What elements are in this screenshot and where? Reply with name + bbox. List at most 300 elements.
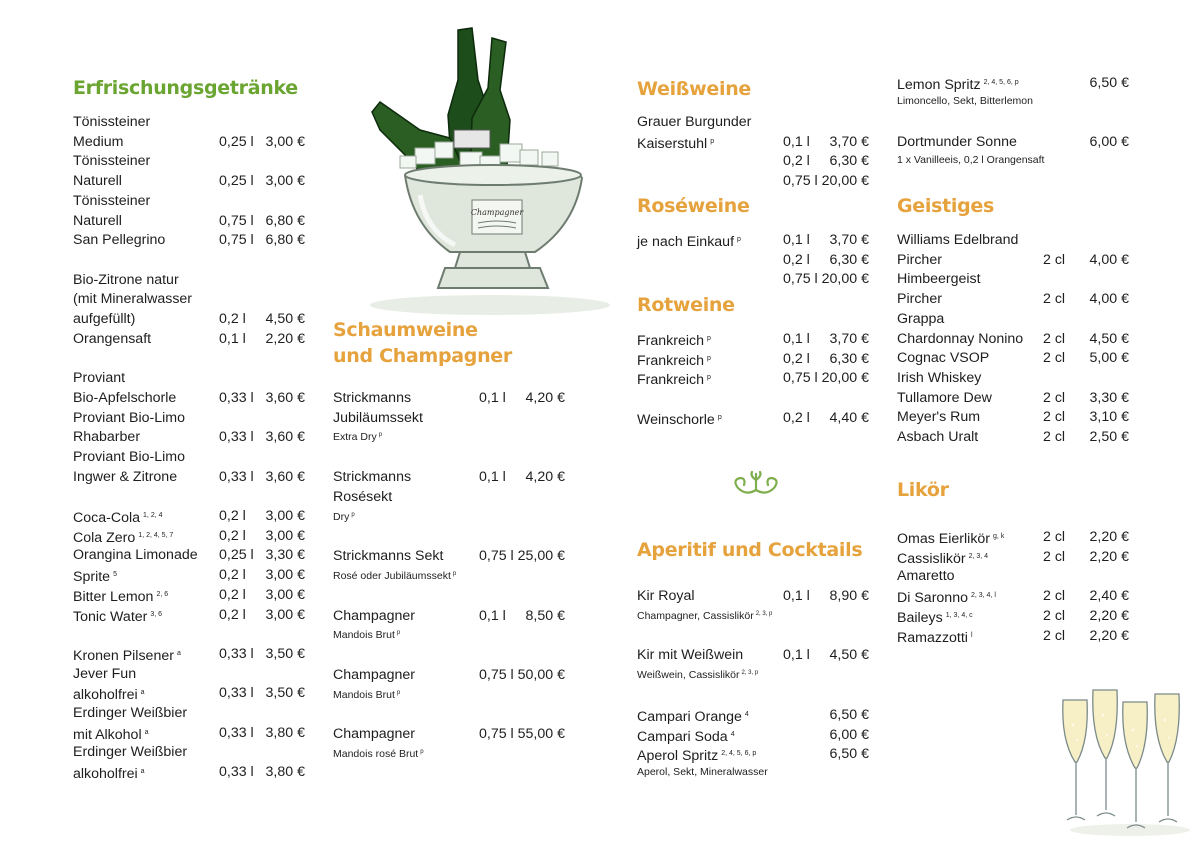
item-price: 3,00 € (265, 173, 305, 190)
item-price: 2,50 € (1089, 429, 1129, 445)
item-name-text: Orangina Limonade (73, 547, 198, 564)
item-name-text: Asbach Uralt (897, 429, 979, 445)
item-name-text: Tonic Water (73, 608, 148, 625)
menu-item-row (73, 506, 305, 526)
item-name-text: Erdinger Weißbier (73, 744, 188, 761)
item-price: 3,00 € (265, 586, 305, 603)
item-volume: 0,75 l (479, 726, 514, 743)
item-volume: 0,2 l (219, 606, 246, 623)
item-name-text: Chardonnay Nonino (897, 330, 1024, 347)
item-volume: 2 cl (1043, 409, 1066, 426)
item-price: 2,20 € (1089, 548, 1129, 565)
item-volume: 0,75 l (783, 173, 818, 190)
item-name-text: Kir Royal (637, 588, 695, 604)
item-name (73, 191, 150, 211)
item-name (897, 586, 996, 608)
menu-item-row (897, 566, 1129, 586)
item-name (637, 586, 695, 606)
menu-item-row (897, 329, 1129, 349)
menu-item-row (897, 289, 1129, 309)
item-name (73, 644, 181, 666)
item-name-text: Omas Eierlikör (897, 531, 991, 547)
menu-item-row (333, 606, 565, 626)
item-price: 20,00 € (821, 173, 869, 190)
item-name (897, 388, 992, 408)
item-volume: 2 cl (1043, 389, 1066, 406)
item-name (637, 368, 711, 390)
menu-item-row (73, 644, 305, 664)
description-text: Dry (333, 510, 350, 523)
item-price: 3,80 € (265, 724, 305, 741)
item-name (897, 73, 1019, 95)
item-name-text: Proviant Bio-Limo (73, 448, 185, 465)
item-name (73, 388, 176, 408)
item-description (333, 428, 382, 444)
footnote-marker: 2, 3, 4, l (970, 592, 996, 600)
item-name-text: Kronen Pilsener (73, 647, 174, 664)
item-name (897, 329, 1023, 349)
item-name-text: Cognac VSOP (897, 350, 990, 367)
item-price: 3,70 € (829, 331, 869, 347)
description-text: Limoncello, Sekt, Bitterlemon (897, 94, 1033, 107)
item-price: 6,80 € (265, 232, 305, 249)
item-name (897, 230, 1018, 250)
item-name-text: Strickmanns Sekt (333, 548, 444, 565)
item-name-text: (mit Mineralwasser (73, 291, 193, 308)
heading-roseweine: Roséweine (637, 195, 750, 217)
footnote-marker: p (717, 413, 722, 421)
item-name (73, 132, 123, 152)
item-volume: 0,25 l (219, 133, 254, 150)
item-volume: 0,75 l (219, 232, 254, 249)
menu-item-row (333, 467, 565, 487)
item-name-text: mit Alkohol (73, 726, 142, 743)
menu-item-row (73, 309, 305, 329)
menu-item-row (637, 725, 869, 745)
champagne-glasses-illustration (1055, 680, 1195, 840)
champagne-bucket-illustration (360, 20, 620, 320)
item-name-text: Ramazzotti (897, 629, 968, 646)
item-name-text: Rosésekt (333, 488, 393, 505)
item-name (73, 545, 198, 565)
item-name (637, 725, 735, 747)
footnote-marker: p (378, 432, 383, 439)
menu-item-row (637, 171, 869, 191)
heading-und-champagner: und Champagner (333, 345, 512, 367)
item-name (73, 565, 117, 587)
menu-item-row (333, 665, 565, 685)
heading-geistiges: Geistiges (897, 195, 994, 217)
item-name (897, 527, 1004, 549)
item-name (73, 703, 187, 723)
item-price: 50,00 € (517, 667, 565, 683)
menu-item-row (73, 230, 305, 250)
item-name (73, 112, 150, 132)
item-volume: 2 cl (1043, 350, 1066, 367)
item-name (637, 230, 741, 252)
menu-item-row (637, 329, 869, 349)
description-text: Mandois Brut (333, 629, 395, 642)
item-price: 2,40 € (1089, 588, 1129, 605)
item-name (73, 605, 162, 627)
item-name (637, 705, 749, 727)
footnote-marker: 2, 4, 5, 6, p (721, 750, 757, 758)
item-name-text: Champagner (333, 667, 416, 683)
item-price: 3,10 € (1089, 409, 1129, 426)
footnote-marker: a (140, 689, 145, 697)
item-name (897, 309, 944, 329)
menu-item-row (637, 408, 869, 428)
item-price: 4,00 € (1089, 251, 1129, 268)
item-price: 3,70 € (829, 133, 869, 150)
footnote-marker: a (176, 649, 181, 657)
item-volume: 2 cl (1043, 429, 1066, 445)
item-price: 4,50 € (829, 647, 869, 664)
item-price: 4,20 € (525, 390, 565, 406)
item-price: 6,50 € (1089, 75, 1129, 91)
item-name (897, 626, 973, 648)
item-name-text: je nach Einkauf (637, 234, 735, 250)
footnote-marker: 2, 4, 5, 6, p (983, 79, 1019, 86)
item-volume: 0,1 l (783, 331, 810, 347)
item-price: 6,30 € (829, 153, 869, 170)
menu-item-row (637, 230, 869, 250)
item-volume: 2 cl (1043, 548, 1066, 565)
item-description (333, 686, 400, 702)
item-name-text: Bio-Apfelschorle (73, 389, 177, 406)
item-price: 3,00 € (265, 508, 305, 524)
item-volume: 0,75 l (783, 370, 818, 387)
item-volume: 2 cl (1043, 588, 1066, 605)
item-name (73, 230, 165, 250)
item-volume: 0,75 l (783, 271, 818, 288)
item-price: 3,80 € (265, 764, 305, 781)
menu-item-row (897, 388, 1129, 408)
footnote-marker: p (396, 689, 401, 696)
item-name-text: Amaretto (897, 568, 955, 585)
menu-item-row (637, 645, 869, 665)
item-volume: 0,2 l (783, 350, 810, 367)
item-price: 6,00 € (829, 726, 869, 743)
footnote-marker: 5 (113, 571, 117, 579)
footnote-marker: 1, 2, 4, 5, 7 (138, 531, 174, 539)
item-name-text: Jubiläumssekt (333, 409, 423, 426)
item-name (73, 211, 122, 231)
item-name-text: Medium (73, 133, 124, 150)
item-volume: 0,1 l (783, 647, 810, 664)
item-price: 4,00 € (1089, 291, 1129, 308)
description-text: Mandois rosé Brut (333, 748, 419, 761)
footnote-marker: p (420, 749, 424, 756)
menu-item-row (73, 368, 305, 388)
description-text: 1 x Vanilleeis, 0,2 l Orangensaft (897, 154, 1045, 167)
item-price: 3,60 € (265, 468, 305, 485)
menu-item-row (73, 545, 305, 565)
item-volume: 0,1 l (783, 133, 810, 150)
item-price: 4,50 € (265, 311, 305, 327)
item-name-text: Bio-Zitrone natur (73, 271, 179, 288)
menu-item-row (73, 270, 305, 290)
menu-item-row (73, 151, 305, 171)
item-volume: 0,2 l (783, 251, 810, 268)
description-text: Weißwein, Cassislikör (637, 669, 740, 682)
footnote-marker: 4 (744, 710, 749, 718)
menu-item-row (897, 348, 1129, 368)
item-volume: 0,33 l (219, 429, 254, 446)
item-name (333, 487, 392, 507)
item-price: 3,60 € (265, 429, 305, 446)
item-name (637, 329, 711, 351)
heading-erfrischungsgetraenke: Erfrischungsgetränke (73, 77, 298, 99)
item-price: 6,30 € (829, 251, 869, 268)
item-name-text: aufgefüllt) (73, 311, 136, 327)
footnote-marker: 4 (730, 730, 735, 738)
menu-item-row (637, 349, 869, 369)
item-volume: 0,33 l (219, 724, 254, 741)
item-price: 6,50 € (829, 706, 869, 723)
item-name (637, 408, 722, 430)
menu-item-row (73, 329, 305, 349)
item-name-text: Bitter Lemon (73, 588, 154, 605)
footnote-marker: 2, 6 (156, 590, 169, 598)
menu-item-row (333, 487, 565, 507)
menu-item-row (73, 762, 305, 782)
item-volume: 2 cl (1043, 251, 1066, 268)
menu-item-row (897, 309, 1129, 329)
item-description (333, 508, 355, 524)
item-description (897, 153, 1044, 167)
item-name (333, 606, 415, 626)
menu-item-row (73, 526, 305, 546)
item-name-text: Proviant (73, 370, 126, 387)
menu-item-row (637, 705, 869, 725)
footnote-marker: p (351, 511, 355, 518)
item-price: 6,30 € (829, 350, 869, 367)
item-volume: 0,33 l (219, 764, 254, 781)
item-name-text: Frankreich (637, 333, 705, 349)
item-name (333, 388, 411, 408)
item-price: 2,20 € (265, 330, 305, 347)
item-name-text: Kaiserstuhl (637, 135, 708, 152)
item-volume: 0,33 l (219, 468, 254, 485)
menu-item-row (637, 586, 869, 606)
item-name-text: Ingwer & Zitrone (73, 468, 178, 485)
item-name (73, 526, 173, 548)
menu-item-row (333, 408, 565, 428)
footnote-marker: g, k (993, 533, 1005, 540)
item-name (73, 506, 163, 528)
menu-item-row (637, 368, 869, 388)
item-price: 3,00 € (265, 527, 305, 544)
menu-item-row (333, 388, 565, 408)
footnote-marker: 1, 3, 4, c (945, 611, 973, 619)
footnote-marker: 2, 3, 4 (968, 552, 989, 560)
item-description (333, 626, 400, 642)
item-volume: 0,1 l (479, 607, 506, 624)
item-name (637, 349, 711, 371)
item-name-text: Meyer's Rum (897, 409, 981, 426)
footnote-marker: 1, 2, 4 (143, 512, 163, 519)
item-name (897, 348, 989, 368)
menu-item-row (73, 447, 305, 467)
ornament-icon (728, 470, 784, 498)
item-name (73, 368, 125, 388)
menu-item-row (897, 547, 1129, 567)
item-name-text: Pircher (897, 291, 942, 308)
menu-item-row (73, 605, 305, 625)
item-volume: 0,33 l (219, 685, 254, 702)
menu-item-row (897, 606, 1129, 626)
item-volume: 0,1 l (783, 232, 810, 248)
item-name-text: Tönissteiner (73, 192, 151, 209)
item-name (637, 645, 743, 665)
item-name (897, 427, 978, 447)
item-name (73, 447, 185, 467)
item-price: 3,00 € (265, 567, 305, 584)
item-volume: 0,25 l (219, 173, 254, 190)
item-price: 4,40 € (829, 409, 869, 426)
item-name (333, 724, 415, 744)
heading-weissweine: Weißweine (637, 78, 752, 100)
item-name (73, 329, 151, 349)
item-volume: 2 cl (1043, 627, 1066, 644)
item-name-text: Himbeergeist (897, 271, 981, 288)
menu-item-row (897, 230, 1129, 250)
item-volume: 0,1 l (479, 390, 506, 406)
menu-item-row (637, 151, 869, 171)
item-price: 4,50 € (1089, 330, 1129, 347)
menu-item-row (897, 586, 1129, 606)
menu-item-row (73, 289, 305, 309)
item-name-text: San Pellegrino (73, 232, 166, 249)
item-name-text: Dortmunder Sonne (897, 134, 1017, 151)
item-volume: 0,1 l (783, 588, 810, 604)
item-name (73, 289, 192, 309)
footnote-marker: l (970, 631, 973, 639)
item-volume: 0,1 l (219, 330, 246, 347)
item-volume: 0,2 l (783, 153, 810, 170)
item-name-text: Sprite (73, 569, 111, 586)
item-name (897, 566, 955, 586)
item-name (73, 683, 145, 705)
item-price: 25,00 € (517, 548, 565, 565)
menu-item-row (73, 171, 305, 191)
item-name-text: Tullamore Dew (897, 389, 992, 406)
bucket-label: Champagner (470, 208, 524, 217)
item-name (73, 151, 150, 171)
menu-item-row (73, 211, 305, 231)
menu-item-row (73, 408, 305, 428)
menu-item-row (73, 467, 305, 487)
menu-item-row (73, 191, 305, 211)
item-volume: 0,2 l (219, 586, 246, 603)
item-volume: 0,75 l (479, 548, 514, 565)
item-volume: 0,25 l (219, 547, 254, 564)
item-name-text: Tönissteiner (73, 153, 151, 170)
menu-item-row (73, 664, 305, 684)
menu-item-row (73, 723, 305, 743)
item-name-text: Frankreich (637, 372, 705, 389)
item-price: 6,50 € (829, 746, 869, 763)
item-name (333, 408, 423, 428)
item-name-text: Strickmanns (333, 390, 412, 406)
menu-item-row (897, 427, 1129, 447)
item-name (73, 762, 145, 784)
item-name (897, 250, 942, 270)
item-name (73, 723, 149, 745)
footnote-marker: p (710, 137, 715, 145)
item-name-text: Coca-Cola (73, 510, 141, 526)
item-volume: 0,2 l (219, 567, 246, 584)
item-name-text: Erdinger Weißbier (73, 705, 188, 721)
item-name-text: Jever Fun (73, 665, 137, 682)
item-name (333, 665, 415, 685)
item-price: 8,90 € (829, 588, 869, 604)
item-name-text: Williams Edelbrand (897, 232, 1019, 248)
footnote-marker: 2, 3, p (755, 610, 773, 617)
menu-item-row (637, 112, 869, 132)
heading-likoer: Likör (897, 479, 949, 501)
item-name-text: Champagner (333, 726, 416, 743)
item-name (73, 742, 187, 762)
menu-item-row (333, 546, 565, 566)
item-description (637, 765, 768, 779)
item-name-text: Naturell (73, 173, 122, 190)
description-text: Mandois Brut (333, 688, 395, 701)
item-description (897, 94, 1033, 108)
item-price: 3,00 € (265, 606, 305, 623)
item-name-text: Frankreich (637, 352, 705, 369)
item-price: 20,00 € (821, 271, 869, 288)
item-price: 8,50 € (525, 607, 565, 624)
item-name-text: Champagner (333, 607, 416, 624)
menu-item-row (897, 250, 1129, 270)
footnote-marker: a (140, 768, 145, 776)
item-name-text: Proviant Bio-Limo (73, 409, 185, 426)
item-name (73, 270, 179, 290)
footnote-marker: p (737, 236, 741, 243)
item-volume: 0,2 l (219, 311, 246, 327)
item-name-text: Campari Orange (637, 708, 742, 725)
footnote-marker: p (707, 374, 711, 382)
heading-schaumweine: Schaumweine (333, 319, 478, 341)
description-text: Extra Dry (333, 431, 377, 444)
item-price: 3,30 € (1089, 389, 1129, 406)
item-name (897, 407, 980, 427)
heading-rotweine: Rotweine (637, 294, 735, 316)
footnote-marker: 2, 3, p (741, 670, 759, 677)
item-description (333, 567, 456, 583)
item-name (73, 664, 136, 684)
footnote-marker: p (707, 335, 711, 342)
item-name (73, 427, 140, 447)
item-volume: 0,75 l (479, 667, 514, 683)
menu-item-row (897, 368, 1129, 388)
item-name-text: Baileys (897, 609, 943, 626)
item-name (897, 132, 1017, 152)
item-name (333, 546, 443, 566)
item-name-text: Grappa (897, 310, 945, 327)
item-volume: 2 cl (1043, 330, 1066, 347)
menu-item-row (637, 744, 869, 764)
item-volume: 0,2 l (219, 508, 246, 524)
item-name-text: Naturell (73, 212, 122, 229)
item-price: 20,00 € (821, 370, 869, 387)
item-volume: 2 cl (1043, 607, 1066, 624)
item-description (637, 666, 758, 682)
item-price: 3,50 € (265, 685, 305, 702)
item-name (897, 289, 942, 309)
